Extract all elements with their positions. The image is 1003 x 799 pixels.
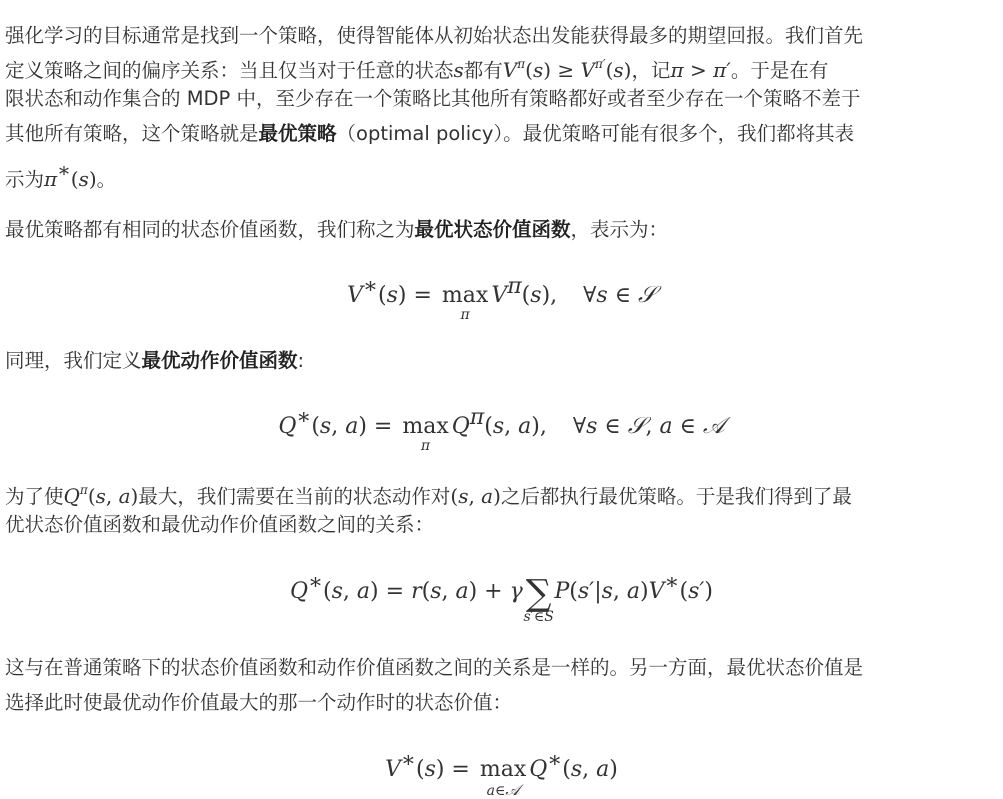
text: ，表示为：	[570, 218, 669, 241]
paragraph-1-line-4	[5, 116, 854, 152]
paragraph-1-line-3	[5, 81, 861, 117]
text: 都有	[463, 59, 503, 82]
paragraph-1-line-5	[5, 152, 117, 191]
paragraph-3	[5, 343, 304, 379]
bold-term: 最优策略	[258, 122, 337, 145]
text: ，记	[631, 59, 671, 82]
text: 选择此时使最优动作价值最大的那一个动作时的状态价值：	[5, 691, 513, 714]
paragraph-2	[5, 212, 668, 248]
bold-term: 最优状态价值函数	[414, 218, 571, 241]
text: 优状态价值函数和最优动作价值函数之间的关系：	[5, 513, 435, 536]
text: 同理，我们定义	[5, 349, 142, 372]
math-q-pi: $Q^\pi(s$, a)	[63, 483, 139, 508]
equation-optimal-action-value: Q∗(s, a) = max π $Q^\pi(s$, a), ∀s ∈ 𝒮, a ∈ 𝒜	[278, 405, 725, 454]
text: （optimal policy）。最优策略可能有很多个，我们都将其表	[336, 122, 855, 145]
math-value-comparison: $V^\pi(s) \ge V^{\pi'}(s)$	[502, 57, 632, 82]
text: 为了使	[5, 485, 64, 508]
text: :	[297, 349, 305, 372]
text: 最优策略都有相同的状态价值函数，我们称之为	[5, 218, 415, 241]
text: 其他所有策略，这个策略就是	[5, 122, 259, 145]
text: 最大，我们需要在当前的状态动作对	[138, 485, 451, 508]
bold-term: 最优动作价值函数	[141, 349, 298, 372]
text: 之后都执行最优策略。于是我们得到了最	[500, 485, 852, 508]
equation-q-v-relation: Q∗(s, a) = r(s, a) + γ∑ s′∈S P(s′|s, a)V∗(s′)	[290, 570, 713, 625]
paragraph-4-line-2	[5, 507, 434, 543]
math-s: s	[453, 58, 464, 82]
text: 。	[96, 168, 117, 191]
math-optimal-policy: π∗(s)	[44, 158, 97, 191]
equation-v-q-relation: V∗(s) = max a∈𝒜 Q∗(s, a)	[385, 748, 618, 799]
math-state-action-pair: (s, a)	[450, 484, 501, 508]
text: 定义策略之间的偏序关系：当且仅当对于任意的状态	[5, 59, 454, 82]
text: 限状态和动作集合的 MDP 中，至少存在一个策略比其他所有策略都好或者至少存在一个策略不差于	[5, 87, 861, 110]
paragraph-1-line-2	[5, 46, 828, 82]
paragraph-5-line-2	[5, 685, 512, 721]
text: 。于是在有	[730, 59, 829, 82]
math-policy-order: π > π′	[670, 58, 731, 82]
paragraph-5-line-1	[5, 650, 863, 686]
text: 强化学习的目标通常是找到一个策略，使得智能体从初始状态出发能获得最多的期望回报。我们首先	[5, 24, 864, 47]
paragraph-4-line-1	[5, 472, 852, 508]
text: 示为	[5, 168, 45, 191]
text: 这与在普通策略下的状态价值函数和动作价值函数之间的关系是一样的。另一方面，最优状态价值是	[5, 656, 864, 679]
equation-optimal-state-value: V∗(s) = max π $V^\pi(s)$, ∀s ∈ 𝒮	[347, 274, 656, 323]
